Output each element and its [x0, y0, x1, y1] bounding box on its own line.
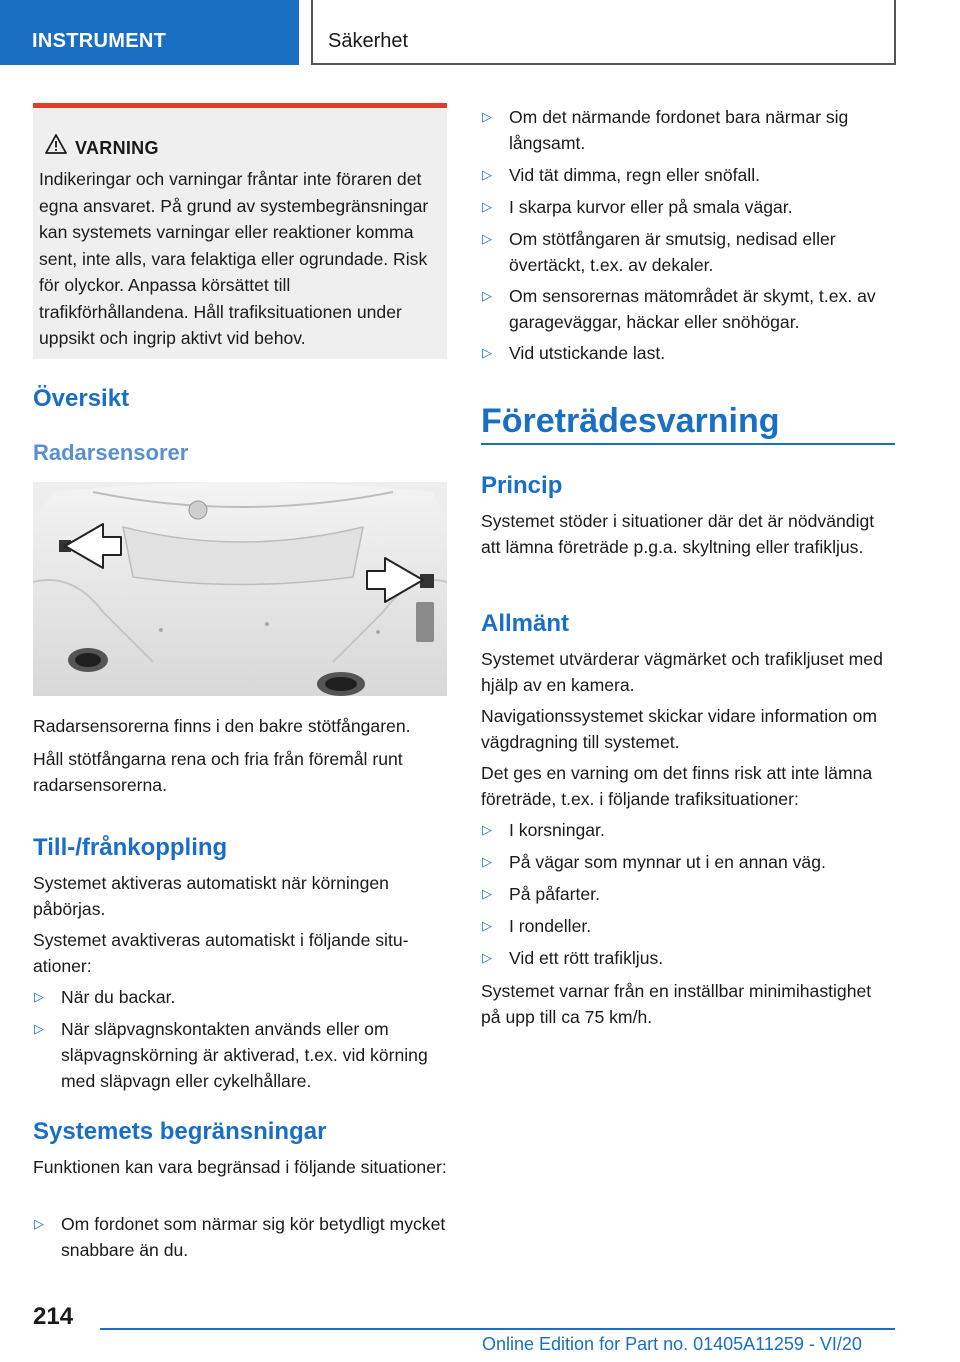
list-item — [481, 194, 895, 220]
list-item-text: Om fordonet som närmar sig kör betydligt mycket snabbare än du. — [61, 1214, 446, 1260]
toggle-auto-on-text: Systemet aktiveras automatiskt när körningen påbörjas. — [33, 873, 389, 919]
triangle-bullet-icon: ▷ — [34, 1216, 44, 1231]
chapter-tab[interactable]: INSTRUMENT — [0, 0, 299, 65]
warning-box — [33, 103, 447, 359]
triangle-bullet-icon: ▷ — [482, 167, 492, 182]
triangle-bullet-icon: ▷ — [482, 886, 492, 901]
car-rear-image — [33, 482, 447, 696]
radar-keep-clean-text: Håll stötfångarna rena och fria från föremål runt radarsensorerna. — [33, 749, 403, 795]
list-item-text: På vägar som mynnar ut i en annan väg. — [509, 852, 826, 872]
general-heading: Allmänt — [481, 610, 570, 637]
list-item-text: I korsningar. — [509, 820, 605, 840]
list-item — [33, 1211, 447, 1263]
general-navigation-text: Navigationssystemet skickar vidare information om vägdragning till systemet. — [481, 706, 878, 752]
triangle-bullet-icon: ▷ — [482, 854, 492, 869]
rear-bumper-illustration — [33, 482, 447, 696]
list-item-text: I skarpa kurvor eller på smala vägar. — [509, 197, 793, 217]
footer-divider — [100, 1328, 895, 1330]
warning-title: VARNING — [75, 138, 159, 158]
edition-info: Online Edition for Part no. 01405A11259 - VI/20 — [482, 1334, 862, 1354]
warning-text: Indikeringar och varningar fråntar inte föraren det egna ansvaret. På grund av systembegränsningar kan systemets varningar eller reaktioner komma sent, inte alls, vara felaktiga eller ogrundade. Risk för olyckor. Anpassa körsättet till trafikförhållandena. Håll trafiksituationen under uppsikt och ingrip aktivt vid behov. — [39, 169, 429, 348]
list-item-text: Om det närmande fordonet bara närmar sig långsamt. — [509, 107, 849, 153]
principle-heading: Princip — [481, 472, 563, 499]
triangle-bullet-icon: ▷ — [482, 288, 492, 303]
page-number: 214 — [33, 1303, 74, 1330]
triangle-bullet-icon: ▷ — [482, 822, 492, 837]
list-item — [481, 340, 895, 366]
radar-sensors-subheading: Radarsensorer — [33, 440, 189, 465]
list-item-text: På påfarter. — [509, 884, 600, 904]
general-camera-text: Systemet utvärderar vägmärket och trafikljuset med hjälp av en kamera. — [481, 649, 883, 695]
list-item-text: Vid ett rött trafikljus. — [509, 948, 664, 968]
list-item-text: Vid tät dimma, regn eller snöfall. — [509, 165, 760, 185]
triangle-bullet-icon: ▷ — [482, 199, 492, 214]
triangle-bullet-icon: ▷ — [34, 989, 44, 1004]
general-warning-text: Det ges en varning om det finns risk att inte lämna företräde, t.ex. i följande trafiksituationer: — [481, 763, 873, 809]
list-item — [481, 913, 895, 939]
triangle-bullet-icon: ▷ — [482, 345, 492, 360]
minimum-speed-text: Systemet varnar från en inställbar minimihastighet på upp till ca 75 km/h. — [481, 981, 872, 1027]
list-item — [33, 1016, 447, 1094]
limits-heading: Systemets begränsningar — [33, 1118, 327, 1145]
toggle-heading: Till-/frånkoppling — [33, 834, 228, 861]
list-item — [481, 881, 895, 907]
principle-text: Systemet stöder i situationer där det är nödvändigt att lämna företräde p.g.a. skyltning eller trafikljus. — [481, 511, 875, 557]
list-item-text: I rondeller. — [509, 916, 592, 936]
list-item-text: Vid utstickande last. — [509, 343, 666, 363]
list-item — [481, 283, 895, 335]
list-item — [481, 849, 895, 875]
radar-location-text: Radarsensorerna finns i den bakre stötfångaren. — [33, 716, 411, 736]
triangle-bullet-icon: ▷ — [482, 950, 492, 965]
list-item — [33, 984, 447, 1010]
list-item-text: Om sensorernas mätområdet är skymt, t.ex. av garageväggar, häckar eller snöhögar. — [509, 286, 876, 332]
warning-triangle-icon — [45, 134, 67, 154]
list-item — [481, 945, 895, 971]
triangle-bullet-icon: ▷ — [482, 109, 492, 124]
toggle-auto-off-text: Systemet avaktiveras automatiskt i följande situationer: — [33, 930, 409, 976]
list-item — [481, 162, 895, 188]
triangle-bullet-icon: ▷ — [482, 918, 492, 933]
triangle-bullet-icon: ▷ — [482, 231, 492, 246]
limits-intro-text: Funktionen kan vara begränsad i följande situationer: — [33, 1157, 447, 1177]
list-item-text: När du backar. — [61, 987, 176, 1007]
list-item-text: Om stötfångaren är smutsig, nedisad eller övertäckt, t.ex. av dekaler. — [509, 229, 836, 275]
priority-warning-heading: Företrädesvarning — [481, 402, 780, 440]
list-item — [481, 817, 895, 843]
overview-heading: Översikt — [33, 385, 130, 412]
list-item-text: När släpvagnskontakten används eller om släpvagnskörning är aktiverad, t.ex. vid körning med släpvagn eller cykelhållare. — [61, 1019, 428, 1091]
list-item — [481, 226, 895, 278]
heading-divider — [481, 443, 895, 445]
section-title: Säkerhet — [311, 0, 896, 65]
triangle-bullet-icon: ▷ — [34, 1021, 44, 1036]
list-item — [481, 104, 895, 156]
